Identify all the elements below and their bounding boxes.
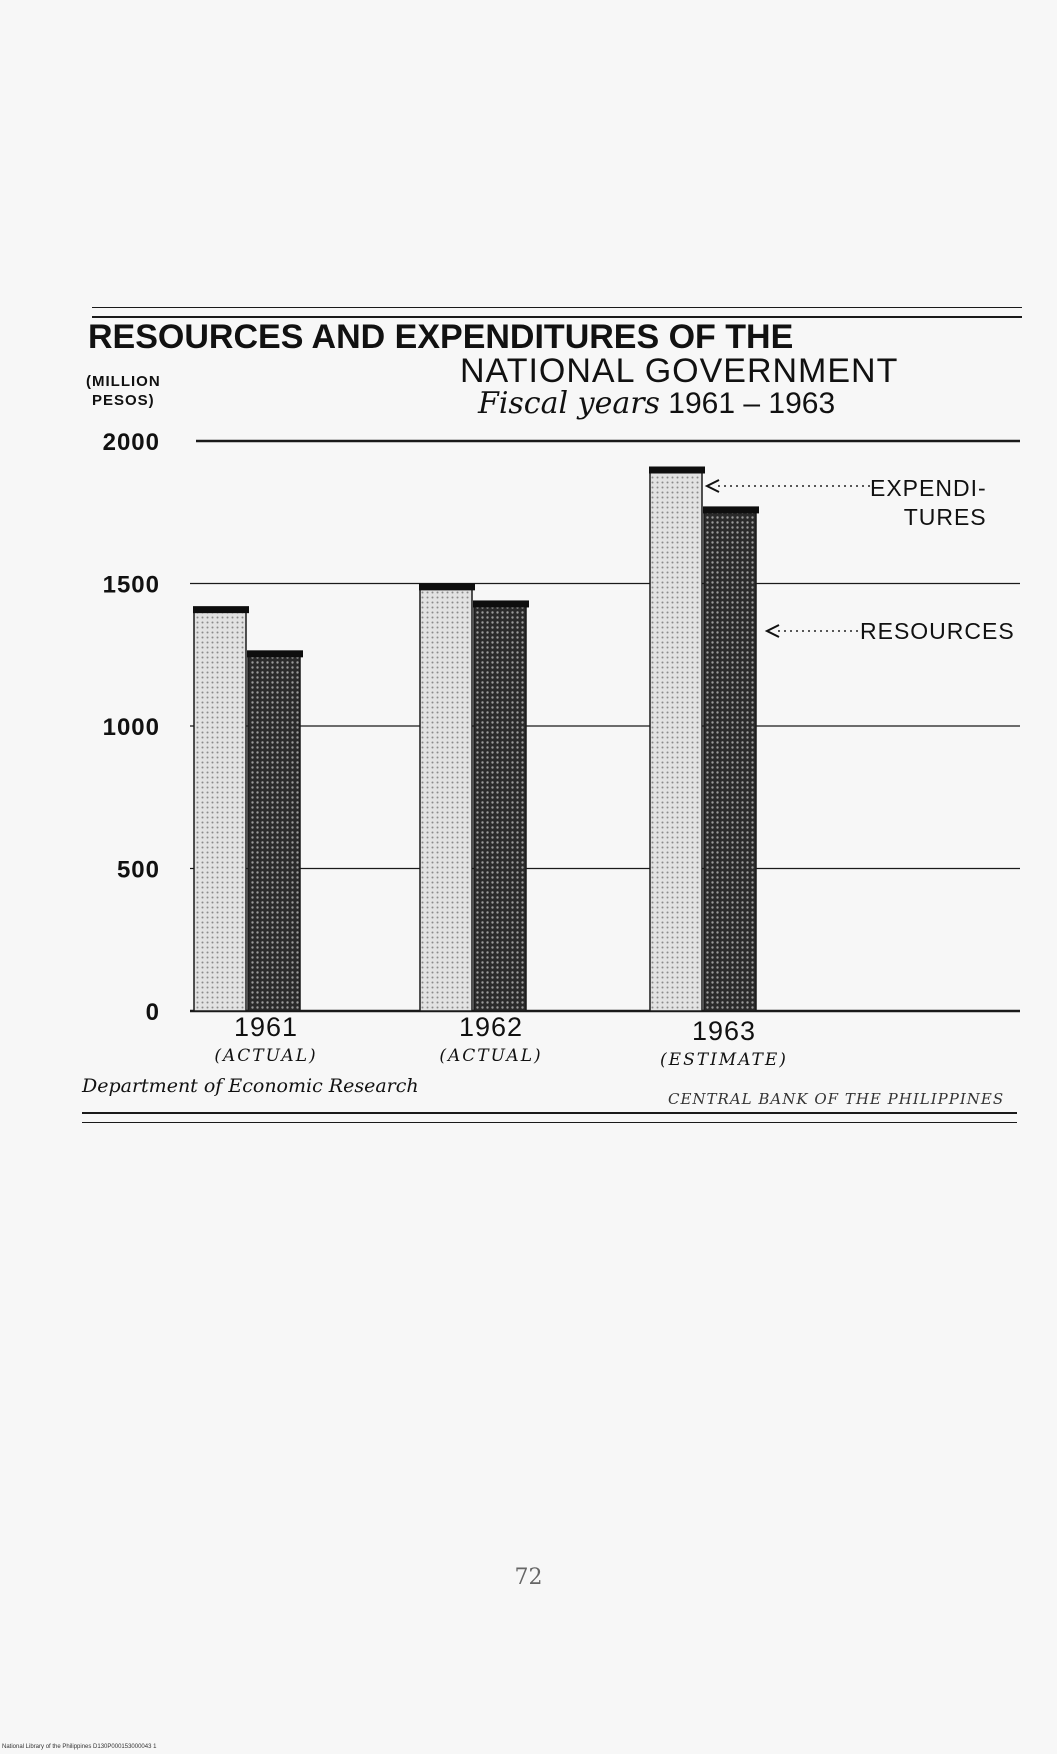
y-tick-label-1500: 1500 [102, 571, 160, 599]
legend-expenditures-line1: EXPENDI- [870, 475, 987, 501]
category-year: 1962 [458, 1012, 524, 1042]
category-label-1961 [214, 1012, 317, 1066]
y-tick-label-0: 0 [145, 999, 160, 1026]
bar-cap-resources-1961 [247, 650, 303, 657]
subtitle-script: Fiscal years [478, 386, 660, 421]
bar-cap-expenditures-1963 [649, 467, 705, 474]
chart-title-line1: RESOURCES AND EXPENDITURES OF THE [88, 318, 794, 356]
category-year: 1961 [233, 1012, 299, 1042]
category-note: (ESTIMATE) [660, 1050, 788, 1070]
bar-expenditures-1961 [194, 609, 246, 1011]
y-tick-label-500: 500 [116, 856, 160, 884]
category-year: 1963 [691, 1016, 757, 1046]
legend-expenditures-line2: TURES [903, 504, 987, 530]
bar-resources-1961 [248, 653, 300, 1011]
bar-cap-expenditures-1961 [193, 606, 249, 613]
legend-label-resources [860, 617, 1015, 646]
category-note: (ACTUAL) [214, 1046, 318, 1066]
credit-department: Department of Economic Research [82, 1075, 419, 1097]
category-note: (ACTUAL) [439, 1046, 543, 1066]
bottom-rule-2 [82, 1122, 1017, 1123]
bar-expenditures-1963 [650, 470, 702, 1012]
bottom-rule-1 [82, 1112, 1017, 1114]
credit-central-bank: CENTRAL BANK OF THE PHILIPPINES [668, 1090, 1005, 1108]
unit-line1: (MILLION [86, 373, 161, 390]
legend-label-expenditures [870, 474, 987, 532]
bar-expenditures-1962 [420, 586, 472, 1011]
pointer-resources-arrow [767, 625, 779, 637]
unit-line2: PESOS) [91, 392, 155, 409]
subtitle-years: 1961 – 1963 [668, 387, 836, 420]
legend-resources-line1: RESOURCES [860, 618, 1015, 644]
bar-cap-expenditures-1962 [419, 583, 475, 590]
bar-resources-1962 [474, 603, 526, 1011]
y-tick-label-1000: 1000 [102, 714, 160, 741]
chart-title-line2: NATIONAL GOVERNMENT [460, 352, 899, 390]
y-tick-label-2000: 2000 [102, 429, 160, 456]
category-label-1962 [439, 1012, 542, 1066]
bar-resources-1963 [704, 509, 756, 1011]
pointer-expenditures-arrow [707, 480, 719, 492]
category-label-1963 [660, 1016, 788, 1070]
bar-cap-resources-1963 [703, 506, 759, 513]
page-number: 72 [514, 1565, 543, 1590]
bar-cap-resources-1962 [473, 600, 529, 607]
footer-note: National Library of the Philippines D130P000153000043 1 [2, 1744, 157, 1750]
